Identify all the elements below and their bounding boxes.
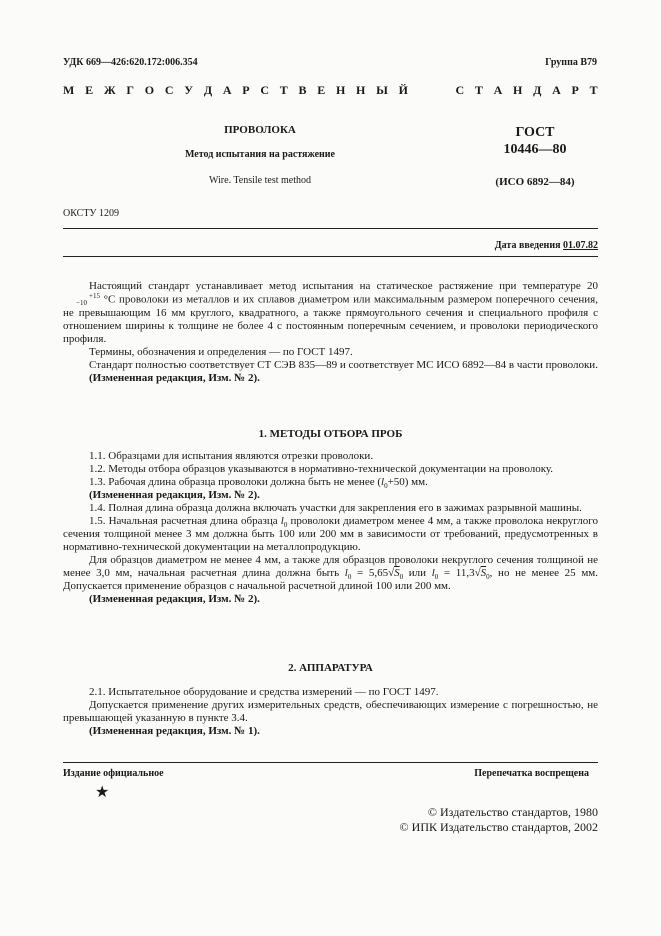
group-code: Группа В79: [545, 57, 597, 68]
clause-2-1: 2.1. Испытательное оборудование и средства измерений — по ГОСТ 1497.: [89, 686, 439, 698]
date-value: 01.07.82: [563, 240, 598, 251]
introduction-block: [63, 280, 598, 385]
heading-letter: Ы: [376, 83, 388, 97]
heading-letter: Р: [571, 83, 579, 97]
clause-1-5-amendment-note: (Измененная редакция, Изм. № 2).: [89, 593, 260, 605]
copyright-1980: © Издательство стандартов, 1980: [427, 805, 598, 819]
english-title: Wire. Tensile test method: [208, 175, 312, 186]
clause-2-amendment-note: (Измененная редакция, Изм. № 1).: [89, 725, 260, 737]
temperature-tolerance: +15 −10: [76, 292, 100, 307]
heading-letter: Д: [203, 83, 213, 97]
heading-letter: А: [222, 83, 232, 97]
section-2-heading: 2. АППАРАТУРА: [288, 662, 373, 674]
heading-letter: Т: [474, 83, 483, 97]
clause-1-3: 1.3. Рабочая длина образца проволоки должна быть не менее $(l_0+50)$ мм.: [89, 476, 428, 491]
clause-1-4: 1.4. Полная длина образца должна включать участки для закрепления его в зажимах разрывной машины.: [89, 502, 582, 514]
introduction-date: [495, 240, 598, 251]
clause-1-3-amendment-note: (Измененная редакция, Изм. № 2).: [89, 489, 260, 501]
heading-letter: Г: [126, 83, 135, 97]
heading-letter: Ж: [103, 83, 116, 97]
clause-1-1: 1.1. Образцами для испытания являются отрезки проволоки.: [89, 450, 374, 462]
heading-letter: Н: [513, 83, 523, 97]
heading-letter: Е: [85, 83, 94, 97]
interstate-standard-heading: [63, 83, 598, 98]
heading-letter: А: [552, 83, 561, 97]
document-subtitle: Метод испытания на растяжение: [184, 149, 335, 160]
footer-divider: [63, 762, 598, 763]
star-icon: ★: [95, 784, 110, 801]
gost-designation: [490, 124, 580, 158]
udc-code: УДК 669—426:620.172:006.354: [63, 57, 198, 68]
section-2-body: [63, 686, 598, 738]
intro-paragraph-1: Настоящий стандарт устанавливает метод испытания на статическое растяжение при температуре 20+15 −10 °С проволоки из металлов и их сплавов диаметром или максимальным размером поперечного сечения, не превышающим 16 мм круглого, квадратного, а также прямоугольного сечения и специального профиля с отношением ширины к толщине не более 4 с постоянным поперечным сечением, и проволоки периодического профиля.: [63, 280, 598, 345]
gost-number: 10446—80: [503, 142, 567, 157]
heading-letter: М: [63, 83, 75, 97]
clause-1-5: 1.5. Начальная расчетная длина образца $l_0$ проволоки диаметром менее 4 мм, а также проволока некруглого сечения толщиной менее 3 мм должна быть 100 или 200 мм в зависимости от требований, предусмотренных в нормативно-технической документации на металлопродукцию.: [63, 515, 598, 553]
heading-letter: Р: [242, 83, 250, 97]
section-1-heading: 1. МЕТОДЫ ОТБОРА ПРОБ: [258, 428, 403, 440]
heading-letter: Й: [398, 83, 408, 97]
copyright-2002: © ИПК Издательство стандартов, 2002: [399, 820, 598, 834]
heading-letter: Н: [356, 83, 366, 97]
heading-letter: С: [455, 83, 465, 97]
document-title: ПРОВОЛОКА: [224, 124, 296, 136]
heading-letter: Д: [533, 83, 542, 97]
clause-1-2: 1.2. Методы отбора образцов указываются в нормативно-технической документации на проволоку.: [89, 463, 554, 475]
reprint-prohibited-label: Перепечатка воспрещена: [474, 768, 589, 779]
header-divider: [63, 228, 598, 229]
heading-letter: У: [184, 83, 194, 97]
official-edition-label: Издание официальное: [63, 768, 164, 779]
heading-letter: А: [493, 83, 503, 97]
heading-letter: Т: [589, 83, 598, 97]
date-divider: [63, 256, 598, 257]
clause-1-5-continuation: Для образцов диаметром не менее 4 мм, а также для образцов проволоки некруглого сечения толщиной не менее 3,0 мм, начальная расчетная длина должна быть $l_0 = 5,65√S_0$ или $l_0 = 11,3√S_0$, но не менее 25 мм. Допускается применение образцов с начальной расчетной длиной 100 или 200 мм.: [63, 554, 598, 592]
gost-label: ГОСТ: [515, 125, 555, 140]
heading-letter: Т: [279, 83, 288, 97]
heading-letter: С: [164, 83, 174, 97]
heading-letter: В: [298, 83, 307, 97]
heading-letter: Н: [335, 83, 346, 97]
word-gap: [419, 83, 445, 98]
section-1-body: [63, 450, 598, 606]
heading-letter: С: [260, 83, 269, 97]
iso-reference: (ИСО 6892—84): [495, 176, 575, 188]
clause-2-1-continuation: Допускается применение других измерительных средств, обеспечивающих измерение с погрешностью, не превышающей указанную в пункте 3.4.: [63, 699, 598, 724]
heading-letter: О: [144, 83, 155, 97]
okstu-code: ОКСТУ 1209: [63, 208, 120, 219]
intro-paragraph-2: Термины, обозначения и определения — по ГОСТ 1497.: [89, 346, 353, 358]
heading-letter: Е: [317, 83, 326, 97]
intro-amendment-note: (Измененная редакция, Изм. № 2).: [89, 372, 260, 384]
intro-paragraph-3: Стандарт полностью соответствует СТ СЭВ 835—89 и соответствует МС ИСО 6892—84 в части проволоки.: [89, 359, 598, 371]
date-label: Дата введения: [494, 240, 561, 251]
